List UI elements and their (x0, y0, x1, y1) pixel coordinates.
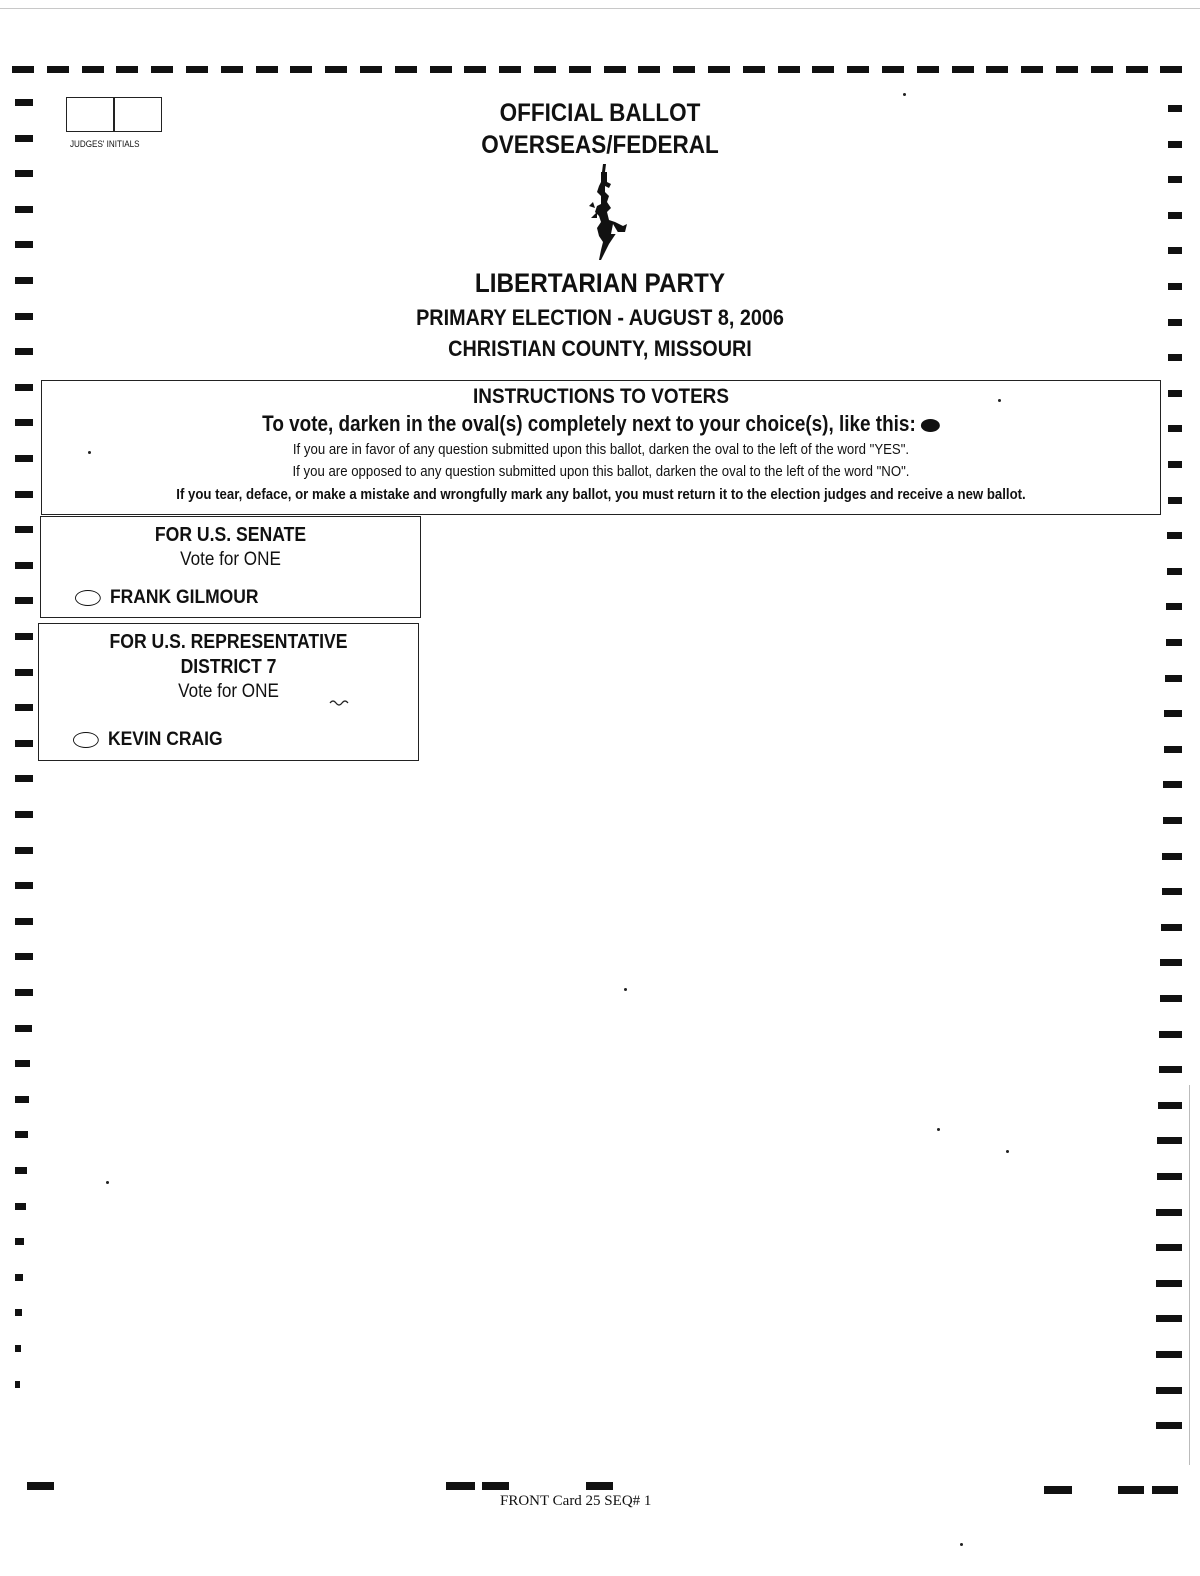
timing-mark-right (1168, 461, 1182, 468)
timing-mark-right (1158, 1102, 1182, 1109)
timing-mark-top (952, 66, 974, 73)
race-title: FOR U.S. REPRESENTATIVE (109, 631, 348, 653)
timing-mark-left (15, 348, 33, 355)
timing-mark-right (1157, 1137, 1182, 1144)
timing-mark-left (15, 953, 33, 960)
timing-mark-right (1167, 568, 1182, 575)
timing-mark-bottom (1118, 1486, 1144, 1494)
timing-mark-bottom (1044, 1486, 1072, 1494)
timing-mark-top (360, 66, 382, 73)
timing-mark-top (1126, 66, 1148, 73)
timing-mark-right (1168, 105, 1182, 112)
timing-mark-left (15, 740, 33, 747)
timing-mark-left (15, 633, 33, 640)
timing-mark-left (15, 1309, 22, 1316)
timing-mark-left (15, 669, 33, 676)
timing-mark-right (1165, 675, 1182, 682)
timing-mark-left (15, 135, 33, 142)
timing-mark-top (986, 66, 1008, 73)
timing-mark-left (15, 704, 33, 711)
timing-mark-right (1156, 1387, 1182, 1394)
scan-speck (624, 988, 627, 991)
timing-mark-top (430, 66, 452, 73)
timing-mark-left (15, 882, 33, 889)
timing-mark-bottom (482, 1482, 509, 1490)
timing-mark-left (15, 99, 33, 106)
timing-mark-left (15, 1096, 29, 1103)
timing-mark-right (1159, 1066, 1182, 1073)
timing-mark-left (15, 1345, 21, 1352)
candidate-row[interactable] (75, 587, 259, 609)
judges-initials-label: JUDGES' INITIALS (70, 139, 140, 149)
timing-mark-right (1166, 639, 1182, 646)
candidate-name: KEVIN CRAIG (107, 729, 223, 750)
scan-speck (998, 399, 1001, 402)
scan-speck (960, 1543, 963, 1546)
timing-mark-right (1156, 1315, 1182, 1322)
instructions-yes-line: If you are in favor of any question submitted upon this ballot, darken the oval to the left of the word "YES". (292, 441, 910, 458)
vote-oval[interactable] (75, 590, 101, 606)
race-us-representative (38, 623, 419, 761)
timing-mark-right (1156, 1244, 1182, 1251)
instructions-main (120, 411, 1081, 437)
timing-mark-left (15, 1167, 27, 1174)
candidate-row[interactable] (73, 729, 223, 751)
instructions-no-line: If you are opposed to any question submitted upon this ballot, darken the oval to the left of the word "NO". (292, 463, 910, 480)
timing-mark-top (12, 66, 34, 73)
timing-mark-left (15, 384, 33, 391)
timing-mark-right (1168, 247, 1182, 254)
timing-mark-top (47, 66, 69, 73)
timing-mark-top (1021, 66, 1043, 73)
timing-mark-top (325, 66, 347, 73)
instructions-main-text: To vote, darken in the oval(s) completely next to your choice(s), like this: (262, 411, 916, 436)
race-us-senate (40, 516, 421, 618)
timing-mark-left (15, 1381, 20, 1388)
timing-mark-left (15, 526, 33, 533)
timing-mark-left (15, 491, 33, 498)
timing-mark-left (15, 1060, 30, 1067)
timing-mark-left (15, 562, 33, 569)
timing-mark-top (778, 66, 800, 73)
scan-speck (903, 93, 906, 96)
scan-speck (937, 1128, 940, 1131)
timing-mark-top (116, 66, 138, 73)
timing-mark-top (604, 66, 626, 73)
candidate-name: FRANK GILMOUR (109, 587, 259, 608)
timing-mark-right (1157, 1173, 1182, 1180)
timing-mark-right (1156, 1351, 1182, 1358)
timing-mark-right (1168, 354, 1182, 361)
timing-mark-left (15, 597, 33, 604)
timing-mark-top (464, 66, 486, 73)
timing-mark-top (569, 66, 591, 73)
timing-mark-top (1056, 66, 1078, 73)
ballot-title: OFFICIAL BALLOT (499, 99, 701, 127)
timing-mark-left (15, 989, 33, 996)
timing-mark-top (290, 66, 312, 73)
timing-mark-right (1163, 781, 1182, 788)
timing-mark-right (1168, 283, 1182, 290)
timing-mark-left (15, 775, 33, 782)
timing-mark-top (638, 66, 660, 73)
timing-mark-right (1168, 497, 1182, 504)
race-vote-for: Vote for ONE (180, 549, 281, 570)
timing-mark-right (1156, 1280, 1182, 1287)
timing-mark-bottom (1152, 1486, 1178, 1494)
timing-mark-top (917, 66, 939, 73)
scan-speck (1006, 1150, 1009, 1153)
timing-mark-left (15, 277, 33, 284)
timing-mark-right (1161, 924, 1182, 931)
timing-mark-right (1168, 176, 1182, 183)
timing-mark-right (1162, 888, 1182, 895)
right-edge-line (1189, 1085, 1190, 1465)
race-district: DISTRICT 7 (180, 656, 277, 678)
timing-mark-top (186, 66, 208, 73)
timing-mark-left (15, 313, 33, 320)
timing-mark-top (673, 66, 695, 73)
scan-speck (88, 451, 91, 454)
filled-oval-example-icon (921, 419, 940, 432)
election-name: PRIMARY ELECTION - AUGUST 8, 2006 (416, 305, 784, 330)
timing-mark-top (221, 66, 243, 73)
vote-oval[interactable] (73, 732, 99, 748)
top-edge-line (0, 8, 1200, 9)
timing-mark-top (499, 66, 521, 73)
instructions-box (41, 380, 1161, 515)
timing-mark-right (1156, 1209, 1182, 1216)
timing-mark-top (847, 66, 869, 73)
timing-mark-left (15, 206, 33, 213)
timing-mark-right (1168, 319, 1182, 326)
timing-mark-right (1168, 425, 1182, 432)
timing-mark-right (1164, 710, 1182, 717)
timing-mark-left (15, 1025, 32, 1032)
timing-mark-left (15, 455, 33, 462)
timing-mark-top (882, 66, 904, 73)
timing-mark-bottom (586, 1482, 613, 1490)
timing-mark-left (15, 241, 33, 248)
race-vote-for: Vote for ONE (178, 681, 279, 702)
timing-mark-right (1162, 853, 1182, 860)
timing-mark-top (812, 66, 834, 73)
ballot-subtitle: OVERSEAS/FEDERAL (481, 131, 719, 159)
race-title: FOR U.S. SENATE (154, 524, 307, 546)
timing-mark-left (15, 1274, 23, 1281)
timing-mark-right (1164, 746, 1182, 753)
timing-mark-left (15, 170, 33, 177)
timing-mark-right (1163, 817, 1182, 824)
timing-mark-bottom (446, 1482, 475, 1490)
timing-mark-top (256, 66, 278, 73)
scan-speck (106, 1181, 109, 1184)
timing-mark-left (15, 1131, 28, 1138)
timing-mark-top (708, 66, 730, 73)
timing-mark-right (1168, 212, 1182, 219)
timing-mark-right (1167, 532, 1182, 539)
instructions-heading: INSTRUCTIONS TO VOTERS (473, 385, 729, 408)
timing-mark-left (15, 419, 33, 426)
timing-mark-left (15, 811, 33, 818)
timing-mark-left (15, 1238, 24, 1245)
timing-mark-bottom (27, 1482, 54, 1490)
timing-mark-left (15, 918, 33, 925)
timing-mark-right (1159, 1031, 1182, 1038)
timing-mark-right (1160, 959, 1182, 966)
county-name: CHRISTIAN COUNTY, MISSOURI (448, 336, 752, 361)
timing-mark-right (1160, 995, 1182, 1002)
timing-mark-top (1160, 66, 1182, 73)
timing-mark-right (1156, 1422, 1182, 1429)
timing-mark-top (395, 66, 417, 73)
timing-mark-right (1168, 141, 1182, 148)
timing-mark-left (15, 1203, 26, 1210)
instructions-mistake-line: If you tear, deface, or make a mistake and wrongfully mark any ballot, you must return it to the election judges and receive a new ballot. (176, 486, 1026, 503)
timing-mark-left (15, 847, 33, 854)
party-name: LIBERTARIAN PARTY (474, 268, 726, 298)
timing-mark-top (534, 66, 556, 73)
timing-mark-top (82, 66, 104, 73)
footer-card-label: FRONT Card 25 SEQ# 1 (500, 1493, 652, 1509)
timing-mark-right (1168, 390, 1182, 397)
timing-mark-right (1166, 603, 1182, 610)
timing-mark-top (1091, 66, 1113, 73)
statue-of-liberty-logo (583, 162, 629, 262)
stray-pen-mark (329, 698, 351, 708)
timing-mark-top (151, 66, 173, 73)
timing-mark-top (743, 66, 765, 73)
